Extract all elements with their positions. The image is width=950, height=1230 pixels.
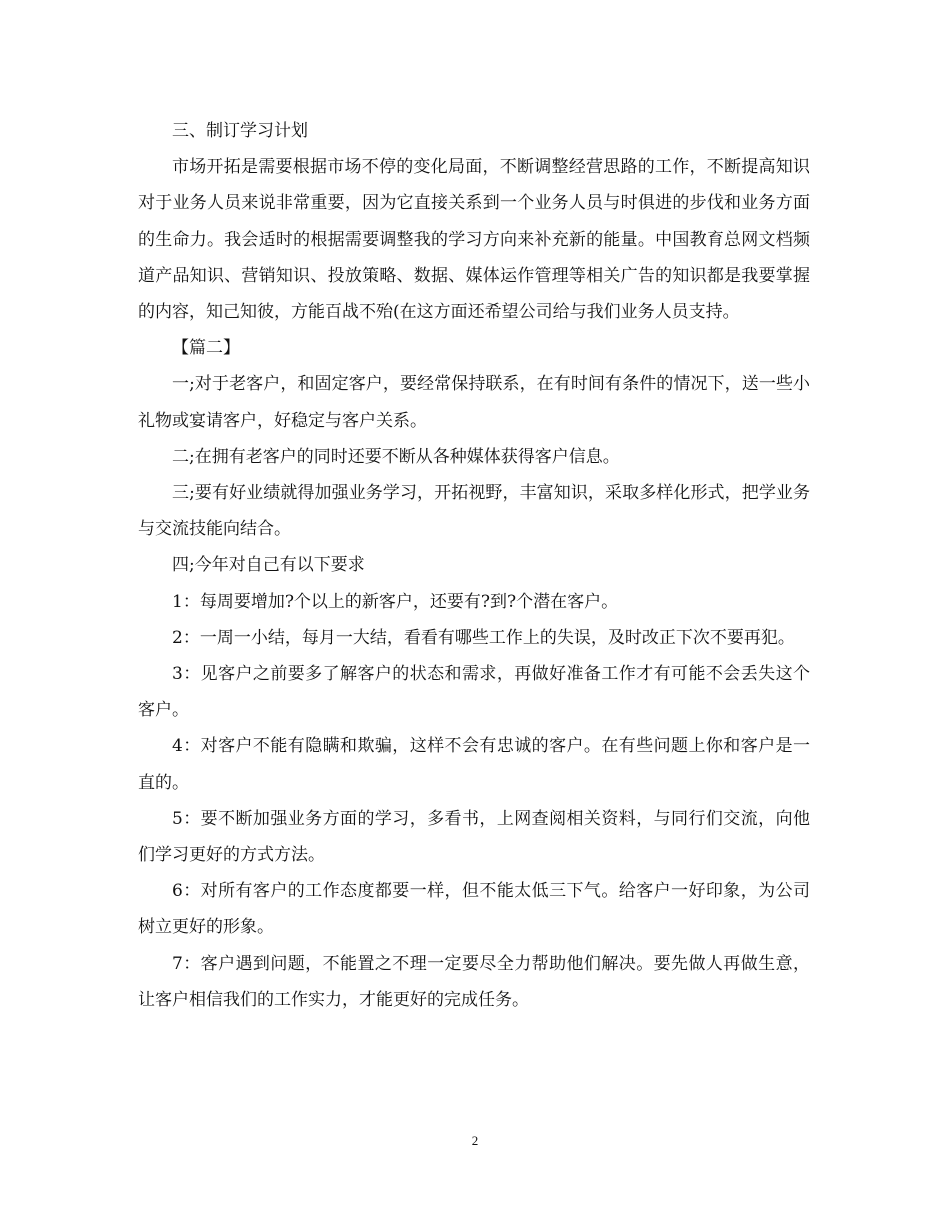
page-number: 2	[471, 1133, 479, 1148]
list-item-2: 2：一周一小结，每月一大结，看看有哪些工作上的失误，及时改正下次不要再犯。	[172, 627, 795, 648]
paragraph-client-info: 二;在拥有老客户的同时还要不断从各种媒体获得客户信息。	[172, 446, 620, 467]
paragraph-self-requirements: 四;今年对自己有以下要求	[172, 555, 365, 576]
list-item-4: 4：对客户不能有隐瞒和欺骗，这样不会有忠诚的客户。在有些问题上你和客户是一直的。	[138, 736, 810, 793]
paragraph-old-clients: 一;对于老客户，和固定客户，要经常保持联系，在有时间有条件的情况下，送一些小礼物或宴请客户，好稳定与客户关系。	[138, 374, 810, 431]
paragraph-business-study: 三;要有好业绩就得加强业务学习，开拓视野，丰富知识，采取多样化形式，把学业务与交流技能向结合。	[138, 483, 810, 540]
list-item-3: 3：见客户之前要多了解客户的状态和需求，再做好准备工作才有可能不会丢失这个客户。	[138, 664, 810, 721]
paragraph-market-learning: 市场开拓是需要根据市场不停的变化局面，不断调整经营思路的工作，不断提高知识对于业务人员来说非常重要，因为它直接关系到一个业务人员与时俱进的步伐和业务方面的生命力。我会适时的根据需要调整我的学习方向来补充新的能量。中国教育总网文档频道产品知识、营销知识、投放策略、数据、媒体运作管理等相关广告的知识都是我要掌握的内容，知己知彼，方能百战不殆(在这方面还希望公司给与我们业务人员支持。	[138, 157, 810, 323]
section-heading-part-two: 【篇二】	[172, 338, 240, 359]
section-heading-study-plan: 三、制订学习计划	[172, 121, 308, 141]
list-item-1: 1：每周要增加?个以上的新客户，还要有?到?个潜在客户。	[172, 591, 619, 612]
list-item-6: 6：对所有客户的工作态度都要一样，但不能太低三下气。给客户一好印象，为公司树立更好的形象。	[138, 881, 810, 938]
list-item-7: 7：客户遇到问题，不能置之不理一定要尽全力帮助他们解决。要先做人再做生意，让客户相信我们的工作实力，才能更好的完成任务。	[138, 953, 810, 1010]
list-item-5: 5：要不断加强业务方面的学习，多看书，上网查阅相关资料，与同行们交流，向他们学习更好的方式方法。	[138, 808, 810, 866]
document-body	[138, 113, 810, 1018]
